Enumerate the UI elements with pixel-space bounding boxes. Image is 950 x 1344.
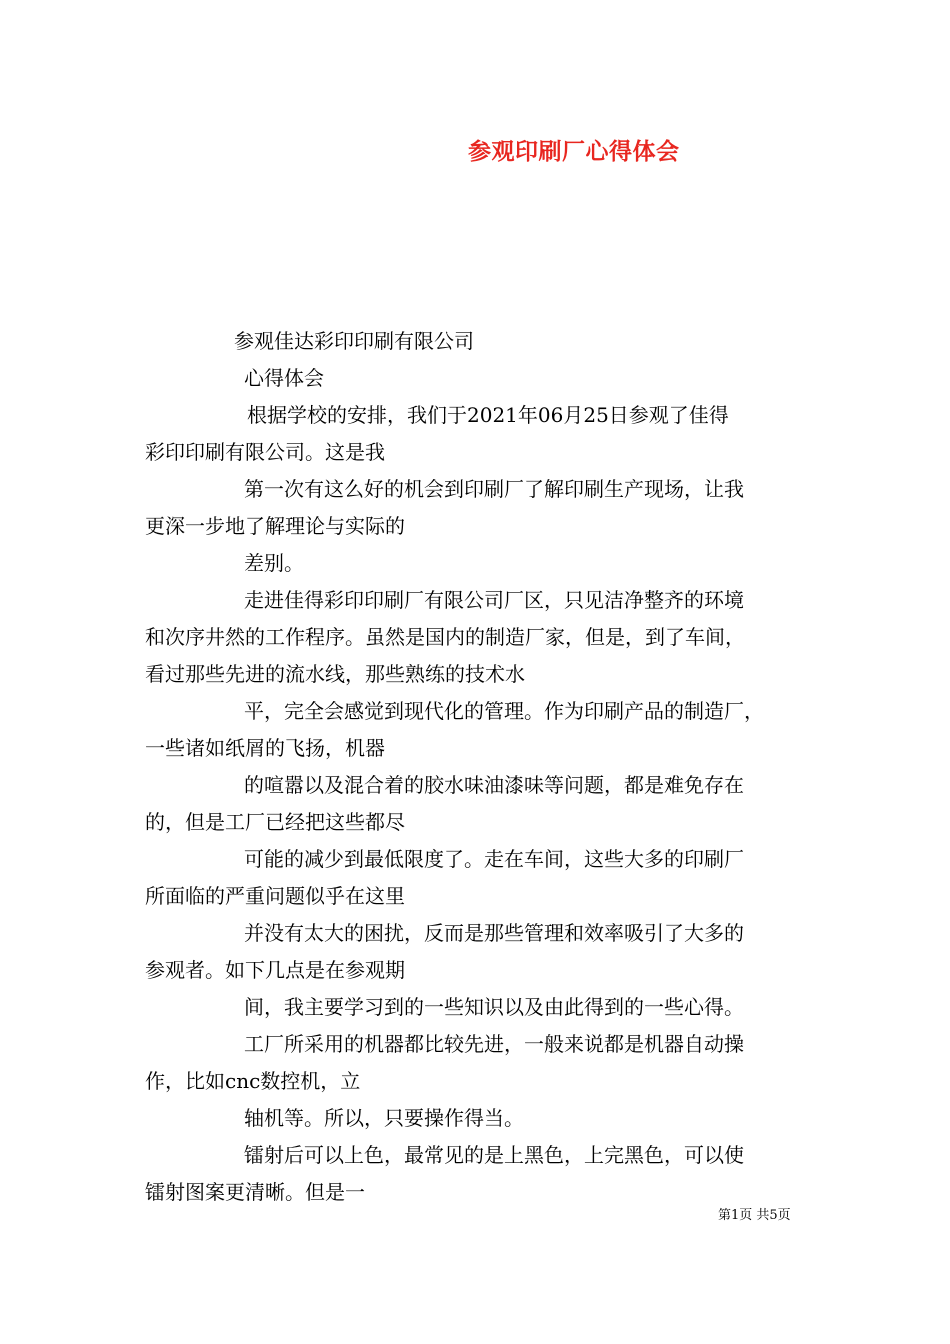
body-line: 的喧嚣以及混合着的胶水味油漆味等问题，都是难免存在 [244,773,744,797]
body-line: 走进佳得彩印印刷厂有限公司厂区，只见洁净整齐的环境 [244,588,744,612]
body-line: 参观者。如下几点是在参观期 [145,958,405,982]
page-footer: 第1页 共5页 [718,1208,791,1223]
body-line: 间，我主要学习到的一些知识以及由此得到的一些心得。 [244,995,744,1019]
body-line: 看过那些先进的流水线，那些熟练的技术水 [145,662,525,686]
body-line: 更深一步地了解理论与实际的 [145,514,405,538]
body-line: 平，完全会感觉到现代化的管理。作为印刷产品的制造厂， [244,699,764,723]
body-line: 镭射图案更清晰。但是一 [145,1180,365,1204]
body-line: 所面临的严重问题似乎在这里 [145,884,405,908]
body-line: 并没有太大的困扰，反而是那些管理和效率吸引了大多的 [244,921,744,945]
body-line: 彩印印刷有限公司。这是我 [145,440,385,464]
body-line: 轴机等。所以，只要操作得当。 [244,1106,524,1130]
body-line: 参观佳达彩印印刷有限公司 [234,329,474,353]
body-line: 第一次有这么好的机会到印刷厂了解印刷生产现场，让我 [244,477,744,501]
document-title: 参观印刷厂心得体会 [468,138,680,165]
body-line: 作，比如cnc数控机，立 [145,1069,361,1093]
body-line: 的，但是工厂已经把这些都尽 [145,810,405,834]
body-line: 心得体会 [244,366,324,390]
body-line: 根据学校的安排，我们于2021年06月25日参观了佳得 [247,403,729,427]
body-line: 可能的减少到最低限度了。走在车间，这些大多的印刷厂 [244,847,744,871]
body-line: 镭射后可以上色，最常见的是上黑色，上完黑色，可以使 [244,1143,744,1167]
body-line: 差别。 [244,551,304,575]
body-line: 一些诸如纸屑的飞扬，机器 [145,736,385,760]
body-line: 工厂所采用的机器都比较先进，一般来说都是机器自动操 [244,1032,744,1056]
body-line: 和次序井然的工作程序。虽然是国内的制造厂家，但是，到了车间， [145,625,745,649]
